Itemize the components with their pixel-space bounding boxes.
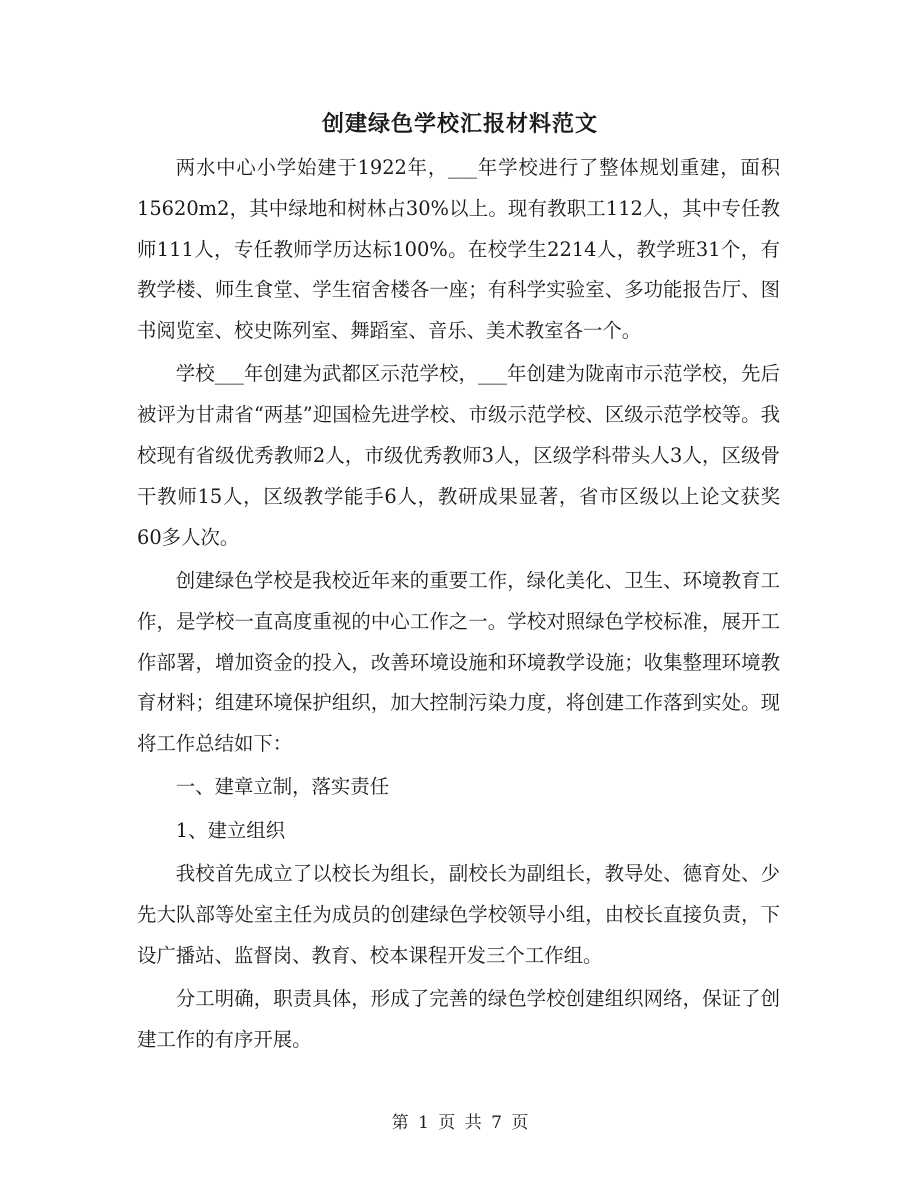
paragraph-green-school-intro: 创建绿色学校是我校近年来的重要工作，绿化美化、卫生、环境教育工作，是学校一直高度重视的中心工作之一。学校对照绿色学校标准，展开工作部署，增加资金的投入，改善环境设施和环境教学设施；收集整理环境教育材料；组建环境保护组织，加大控制污染力度，将创建工作落到实处。现将工作总结如下： <box>137 568 780 756</box>
paragraph-division-of-work: 分工明确，职责具体，形成了完善的绿色学校创建组织网络，保证了创建工作的有序开展。 <box>137 986 780 1051</box>
paragraph-organization: 我校首先成立了以校长为组长，副校长为副组长，教导处、德育处、少先大队部等处室主任为成员的创建绿色学校领导小组，由校长直接负责，下设广播站、监督岗、教育、校本课程开发三个工作组。 <box>137 862 780 967</box>
paragraph-school-overview: 两水中心小学始建于1922年，___年学校进行了整体规划重建，面积15620m2，其中绿地和树林占30%以上。现有教职工112人，其中专任教师111人，专任教师学历达标100%。在校学生2214人，教学班31个，有教学楼、师生食堂、学生宿舍楼各一座；有科学实验室、多功能报告厅、图书阅览室、校史陈列室、舞蹈室、音乐、美术教室各一个。 <box>137 156 780 343</box>
page-number-label: 第 1 页 共 7 页 <box>391 1113 529 1133</box>
page-footer <box>0 1108 920 1138</box>
paragraph-honors: 学校___年创建为武都区示范学校，___年创建为陇南市示范学校，先后被评为甘肃省“两基”迎国检先进学校、市级示范学校、区级示范学校等。我校现有省级优秀教师2人，市级优秀教师3人，区级学科带头人3人，区级骨干教师15人，区级教学能手6人，教研成果显著，省市区级以上论文获奖60多人次。 <box>137 362 780 549</box>
document-body <box>137 148 780 1063</box>
document-title: 创建绿色学校汇报材料范文 <box>321 111 598 137</box>
section-heading-1: 一、建章立制，落实责任 <box>175 775 390 799</box>
subsection-heading-1-1: 1、建立组织 <box>175 818 286 842</box>
